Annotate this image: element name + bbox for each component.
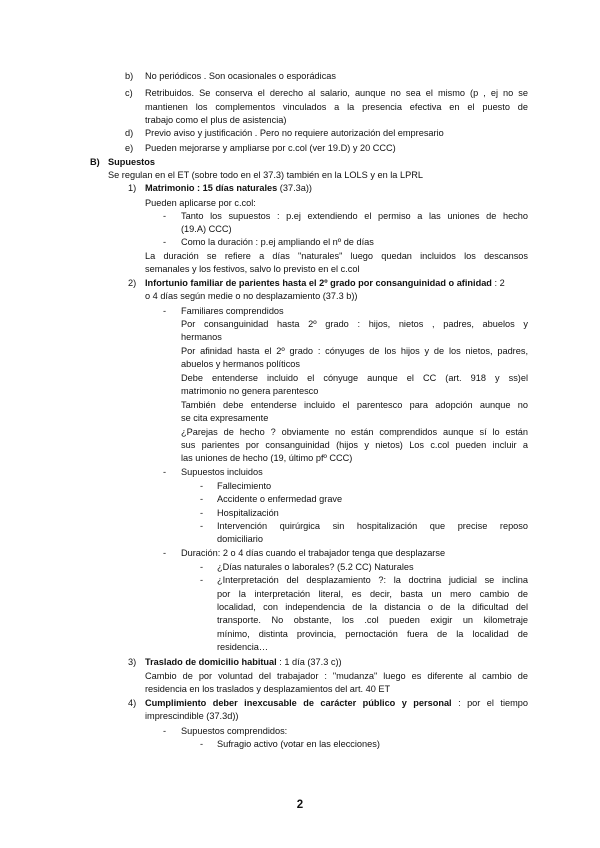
paragraph: abuelos y hermanos políticos bbox=[181, 359, 300, 369]
dash-text: ¿Interpretación del desplazamiento ?: la doctrina judicial se inclina bbox=[217, 575, 528, 585]
dash-marker: - bbox=[163, 211, 167, 221]
item-ref: : 2 bbox=[491, 278, 505, 288]
dash-marker: - bbox=[200, 508, 204, 518]
dash-text: Como la duración : p.ej ampliando el nº de días bbox=[181, 237, 374, 247]
dash-marker: - bbox=[200, 481, 204, 491]
list-text: Pueden mejorarse y ampliarse por c.col (ver 19.D) y 20 CCC) bbox=[145, 143, 396, 153]
dash-text: ¿Días naturales o laborales? (5.2 CC) Naturales bbox=[217, 562, 414, 572]
list-marker: b) bbox=[125, 71, 134, 81]
dash-text: Duración: 2 o 4 días cuando el trabajador tenga que desplazarse bbox=[181, 548, 446, 558]
item-title: Infortunio familiar de parientes hasta el 2º grado por consanguinidad o afinidad bbox=[145, 278, 492, 288]
list-marker: 1) bbox=[128, 183, 137, 193]
paragraph: Por consanguinidad hasta 2º grado : hijos, nietos , padres, abuelos y bbox=[181, 319, 528, 329]
page-number: 2 bbox=[296, 799, 304, 811]
section-title: Supuestos bbox=[108, 157, 155, 167]
paragraph: ¿Parejas de hecho ? obviamente no están comprendidos aunque sí lo están bbox=[181, 427, 528, 437]
list-marker: c) bbox=[125, 88, 133, 98]
dash-marker: - bbox=[200, 521, 204, 531]
paragraph: se cita expresamente bbox=[181, 413, 269, 423]
paragraph: hermanos bbox=[181, 332, 222, 342]
dash-text: Familiares comprendidos bbox=[181, 306, 284, 316]
dash-text-cont: transporte. No obstante, los .col pueden exigir un kilometraje bbox=[217, 615, 528, 625]
list-text-cont: trabajo como el plus de asistencia) bbox=[145, 115, 287, 125]
item-ref: : por el tiempo bbox=[451, 698, 528, 708]
dash-text: Intervención quirúrgica sin hospitalización que precise reposo bbox=[217, 521, 528, 531]
list-marker: 3) bbox=[128, 657, 137, 667]
list-marker: d) bbox=[125, 128, 134, 138]
list-text-cont: mantienen los complementos vinculados a la presencia efectiva en el puesto de bbox=[145, 102, 528, 112]
paragraph: Debe entenderse incluido el cónyuge aunque el CC (art. 918 y ss)el bbox=[181, 373, 528, 383]
dash-text: Tanto los supuestos : p.ej extendiendo el permiso a las uniones de hecho bbox=[181, 211, 528, 221]
dash-marker: - bbox=[200, 739, 204, 749]
list-marker: 2) bbox=[128, 278, 137, 288]
paragraph: Cambio de por voluntad del trabajador : "mudanza" luego es diferente al cambio de bbox=[145, 671, 528, 681]
item-ref: : 1 día (37.3 c)) bbox=[276, 657, 342, 667]
paragraph: También debe entenderse incluido el parentesco para adopción aunque no bbox=[181, 400, 528, 410]
paragraph: semanales y los festivos, salvo lo previsto en el c.col bbox=[145, 264, 360, 274]
list-marker: e) bbox=[125, 143, 134, 153]
paragraph: La duración se refiere a días "naturales" luego quedan incluidos los descansos bbox=[145, 251, 528, 261]
paragraph: residencia en los traslados y desplazamientos del art. 40 ET bbox=[145, 684, 391, 694]
dash-text: Supuestos incluidos bbox=[181, 467, 263, 477]
paragraph: Se regulan en el ET (sobre todo en el 37.3) también en la LOLS y en la LPRL bbox=[108, 170, 423, 180]
paragraph: Pueden aplicarse por c.col: bbox=[145, 198, 256, 208]
dash-marker: - bbox=[163, 726, 167, 736]
dash-marker: - bbox=[200, 562, 204, 572]
dash-text-cont: residencia… bbox=[217, 642, 269, 652]
dash-text: Accidente o enfermedad grave bbox=[217, 494, 343, 504]
item-text-cont: o 4 días según medie o no desplazamiento (37.3 b)) bbox=[145, 291, 358, 301]
dash-marker: - bbox=[200, 575, 204, 585]
list-text: Retribuidos. Se conserva el derecho al salario, aunque no sea el mismo (p , ej no se bbox=[145, 88, 528, 98]
dash-text: Hospitalización bbox=[217, 508, 279, 518]
paragraph: Por afinidad hasta el 2º grado : cónyuges de los hijos y de los nietos, padres, bbox=[181, 346, 528, 356]
dash-text-cont: mínimo, distinta provincia, pernoctación fuera de la localidad de bbox=[217, 629, 528, 639]
dash-marker: - bbox=[163, 467, 167, 477]
dash-text: Supuestos comprendidos: bbox=[181, 726, 288, 736]
paragraph: matrimonio no genera parentesco bbox=[181, 386, 319, 396]
item-ref: (37.3a)) bbox=[277, 183, 312, 193]
dash-marker: - bbox=[200, 494, 204, 504]
dash-text-cont: localidad, con independencia de la distancia o de la dificultad del bbox=[217, 602, 528, 612]
list-text: No periódicos . Son ocasionales o esporádicas bbox=[145, 71, 337, 81]
item-title: Matrimonio : 15 días naturales bbox=[145, 183, 278, 193]
item-title: Cumplimiento deber inexcusable de carácter público y personal bbox=[145, 698, 452, 708]
dash-text-cont: domiciliario bbox=[217, 534, 263, 544]
paragraph: sus parientes por consanguinidad (hijos y nietos) Los c.col pueden incluir a bbox=[181, 440, 528, 450]
item-text-cont: imprescindible (37.3d)) bbox=[145, 711, 239, 721]
dash-marker: - bbox=[163, 548, 167, 558]
paragraph: las uniones de hecho (19, último pfº CCC) bbox=[181, 453, 353, 463]
dash-text: Sufragio activo (votar en las elecciones) bbox=[217, 739, 380, 749]
dash-text-cont: por la interpretación literal, es decir, basta un mero cambio de bbox=[217, 589, 528, 599]
dash-text-cont: (19.A) CCC) bbox=[181, 224, 232, 234]
item-title: Traslado de domicilio habitual bbox=[145, 657, 277, 667]
list-marker: 4) bbox=[128, 698, 137, 708]
dash-marker: - bbox=[163, 306, 167, 316]
list-text: Previo aviso y justificación . Pero no requiere autorización del empresario bbox=[145, 128, 444, 138]
dash-text: Fallecimiento bbox=[217, 481, 272, 491]
dash-marker: - bbox=[163, 237, 167, 247]
section-marker: B) bbox=[90, 157, 100, 167]
